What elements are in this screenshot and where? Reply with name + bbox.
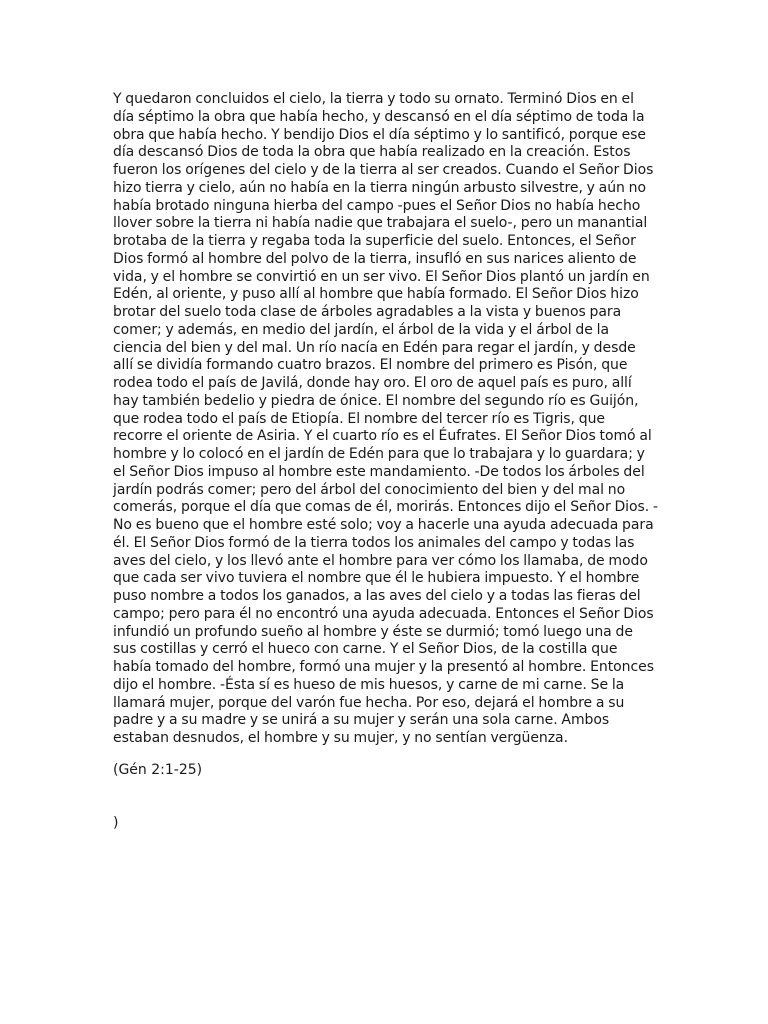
scripture-passage: Y quedaron concluidos el cielo, la tierra y todo su ornato. Terminó Dios en el día séptimo la obra que había hecho, y descansó en el día séptimo de toda la obra que había hecho. Y bendijo Dios el día séptimo y lo santificó, porque ese día descansó Dios de toda la obra que había realizado en la creación. Estos fueron los orígenes del cielo y de la tierra al ser creados. Cuando el Señor Dios hizo tierra y cielo, aún no había en la tierra ningún arbusto silvestre, y aún no había brotado ninguna hierba del campo -pues el Señor Dios no había hecho llover sobre la tierra ni había nadie que trabajara el suelo-, pero un manantial brotaba de la tierra y regaba toda la superficie del suelo. Entonces, el Señor Dios formó al hombre del polvo de la tierra, insufló en sus narices aliento de vida, y el hombre se convirtió en un ser vivo. El Señor Dios plantó un jardín en Edén, al oriente, y puso allí al hombre que había formado. El Señor Dios hizo brotar del suelo toda clase de árboles agradables a la vista y buenos para comer; y además, en medio del jardín, el árbol de la vida y el árbol de la ciencia del bien y del mal. Un río nacía en Edén para regar el jardín, y desde allí se dividía formando cuatro brazos. El nombre del primero es Pisón, que rodea todo el país de Javilá, donde hay oro. El oro de aquel país es puro, allí hay también bedelio y piedra de ónice. El nombre del segundo río es Guijón, que rodea todo el país de Etiopía. El nombre del tercer río es Tigris, que recorre el oriente de Asiria. Y el cuarto río es el Éufrates. El Señor Dios tomó al hombre y lo colocó en el jardín de Edén para que lo trabajara y lo guardara; y el Señor Dios impuso al hombre este mandamiento. -De todos los árboles del jardín podrás comer; pero del árbol del conocimiento del bien y del mal no comerás, porque el día que comas de él, morirás. Entonces dijo el Señor Dios. -No es bueno que el hombre esté solo; voy a hacerle una ayuda adecuada para él. El Señor Dios formó de la tierra todos los animales del campo y todas las aves del cielo, y los llevó ante el hombre para ver cómo los llamaba, de modo que cada ser vivo tuviera el nombre que él le hubiera impuesto. Y el hombre puso nombre a todos los ganados, a las aves del cielo y a todas las fieras del campo; pero para él no encontró una ayuda adecuada. Entonces el Señor Dios infundió un profundo sueño al hombre y éste se durmió; tomó luego una de sus costillas y cerró el hueco con carne. Y el Señor Dios, de la costilla que había tomado del hombre, formó una mujer y la presentó al hombre. Entonces dijo el hombre. -Ésta sí es hueso de mis huesos, y carne de mi carne. Se la llamará mujer, porque del varón fue hecha. Por eso, dejará el hombre a su padre y a su madre y se unirá a su mujer y serán una sola carne. Ambos estaban desnudos, el hombre y su mujer, y no sentían vergüenza. <box>113 91 658 746</box>
trailing-parenthesis: ) <box>113 814 119 831</box>
document-page <box>113 91 658 832</box>
scripture-citation: (Gén 2:1-25) <box>113 761 203 778</box>
